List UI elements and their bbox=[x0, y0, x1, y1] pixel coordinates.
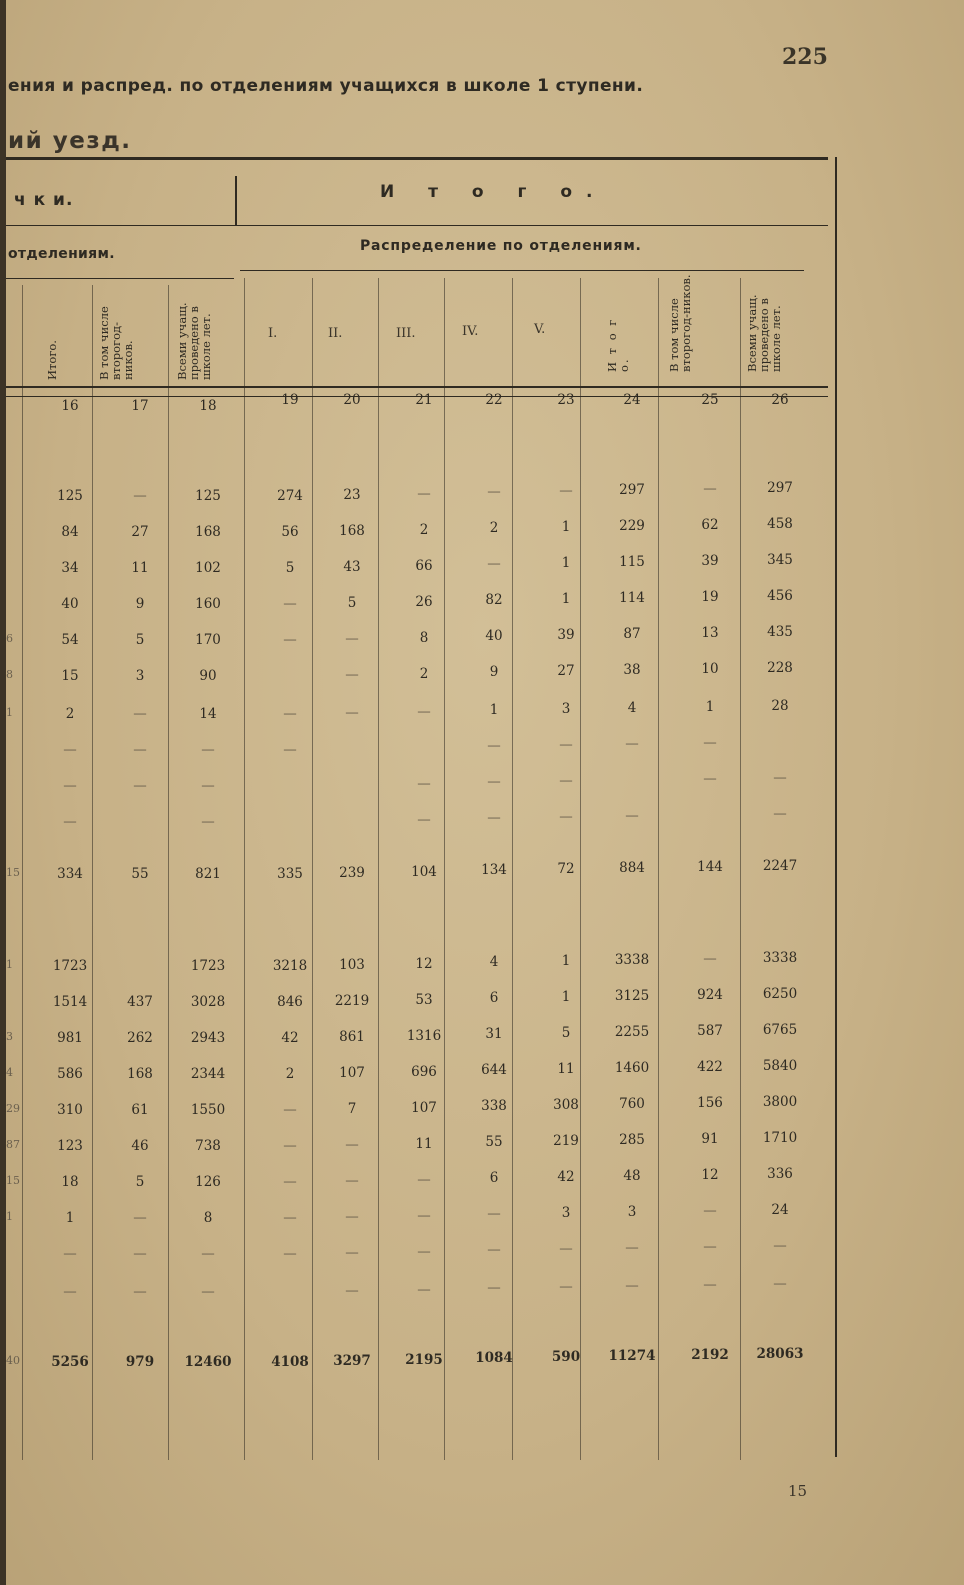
table-cell: 228 bbox=[767, 660, 793, 676]
table-cell: 884 bbox=[619, 860, 645, 876]
table-cell: 10 bbox=[701, 661, 719, 677]
table-cell: 437 bbox=[127, 994, 153, 1010]
table-cell: — bbox=[703, 1239, 717, 1255]
table-cell: — bbox=[133, 1246, 147, 1262]
table-cell: 6 bbox=[489, 990, 499, 1006]
table-cell: 11274 bbox=[608, 1348, 656, 1364]
table-cell: 3338 bbox=[762, 950, 798, 966]
table-cell: 4108 bbox=[271, 1354, 309, 1370]
col-header-grade-4: IV. bbox=[462, 324, 479, 339]
table-cell: 1 bbox=[561, 555, 571, 571]
table-cell: 26 bbox=[415, 594, 433, 610]
table-cell: 46 bbox=[131, 1138, 149, 1154]
table-cell: 458 bbox=[767, 516, 793, 532]
table-cell: 1550 bbox=[190, 1102, 226, 1118]
table-cell: — bbox=[283, 742, 297, 758]
column-number: 26 bbox=[771, 392, 789, 408]
table-cell: 2219 bbox=[334, 993, 370, 1009]
table-cell: 107 bbox=[411, 1100, 437, 1116]
col-header-grade-2: II. bbox=[328, 326, 343, 341]
table-cell: 696 bbox=[411, 1064, 437, 1080]
table-cell: 3218 bbox=[272, 958, 308, 974]
column-number: 17 bbox=[131, 398, 149, 414]
col-header-grade-5: V. bbox=[534, 322, 546, 337]
table-cell: 1 bbox=[561, 519, 571, 535]
edge-value: 1 bbox=[6, 706, 13, 719]
table-cell: — bbox=[559, 1279, 573, 1295]
table-cell: 2192 bbox=[691, 1347, 729, 1363]
table-cell: 262 bbox=[127, 1030, 153, 1046]
table-cell: 8 bbox=[203, 1210, 213, 1226]
table-cell: 1084 bbox=[475, 1350, 513, 1366]
table-cell: 335 bbox=[277, 866, 303, 882]
table-cell: — bbox=[773, 1276, 787, 1292]
col-header-total-right: И т о г о. bbox=[605, 317, 631, 372]
table-cell: — bbox=[283, 1174, 297, 1190]
table-cell: 39 bbox=[557, 627, 575, 643]
table-cell: — bbox=[133, 488, 147, 504]
table-cell: 1 bbox=[561, 989, 571, 1005]
table-cell: 12 bbox=[415, 956, 433, 972]
table-cell: — bbox=[487, 1206, 501, 1222]
table-cell: 55 bbox=[131, 866, 149, 882]
table-cell: — bbox=[283, 632, 297, 648]
group-divider bbox=[235, 176, 237, 226]
table-cell: 91 bbox=[701, 1131, 719, 1147]
table-cell: 123 bbox=[57, 1138, 83, 1154]
table-cell: 13 bbox=[701, 625, 719, 641]
table-cell: 31 bbox=[485, 1026, 503, 1042]
table-cell: — bbox=[133, 1284, 147, 1300]
table-cell: 3 bbox=[561, 701, 571, 717]
table-cell: 103 bbox=[339, 957, 365, 973]
table-cell: 18 bbox=[61, 1174, 79, 1190]
table-cell: 4 bbox=[489, 954, 499, 970]
edge-value: 15 bbox=[6, 866, 20, 879]
table-cell: — bbox=[283, 596, 297, 612]
table-cell: 297 bbox=[619, 482, 645, 498]
table-cell: — bbox=[63, 778, 77, 794]
table-cell: — bbox=[133, 706, 147, 722]
table-cell: — bbox=[559, 483, 573, 499]
table-cell: — bbox=[345, 667, 359, 683]
table-cell: 34 bbox=[61, 560, 79, 576]
table-cell: 43 bbox=[343, 559, 361, 575]
table-cell: 1460 bbox=[614, 1060, 650, 1076]
table-cell: — bbox=[625, 1278, 639, 1294]
table-cell: 979 bbox=[125, 1354, 155, 1370]
table-cell: 456 bbox=[767, 588, 793, 604]
table-cell: 42 bbox=[281, 1030, 299, 1046]
table-cell: 229 bbox=[619, 518, 645, 534]
table-cell: — bbox=[283, 1210, 297, 1226]
table-cell: 3800 bbox=[762, 1094, 798, 1110]
table-cell: 56 bbox=[281, 524, 299, 540]
table-cell: 3028 bbox=[190, 994, 226, 1010]
table-cell: 3297 bbox=[333, 1353, 371, 1369]
table-cell: — bbox=[559, 809, 573, 825]
table-cell: 66 bbox=[415, 558, 433, 574]
table-cell: 2 bbox=[419, 666, 429, 682]
column-number: 19 bbox=[281, 392, 299, 408]
table-cell: 846 bbox=[277, 994, 303, 1010]
table-cell: 6250 bbox=[762, 986, 798, 1002]
table-cell: 6765 bbox=[762, 1022, 798, 1038]
table-cell: 42 bbox=[557, 1169, 575, 1185]
table-cell: 90 bbox=[199, 668, 217, 684]
table-cell: 48 bbox=[623, 1168, 641, 1184]
table-cell: 760 bbox=[619, 1096, 645, 1112]
table-cell: — bbox=[487, 810, 501, 826]
column-rule bbox=[244, 278, 245, 1460]
column-number: 24 bbox=[623, 392, 641, 408]
table-cell: 239 bbox=[339, 865, 365, 881]
table-cell: — bbox=[133, 742, 147, 758]
table-cell: 981 bbox=[57, 1030, 83, 1046]
table-cell: 644 bbox=[481, 1062, 507, 1078]
table-cell: 2255 bbox=[614, 1024, 650, 1040]
table-cell: 54 bbox=[61, 632, 79, 648]
table-cell: 144 bbox=[697, 859, 723, 875]
table-cell: — bbox=[703, 481, 717, 497]
table-cell: — bbox=[133, 778, 147, 794]
table-cell: 6 bbox=[489, 1170, 499, 1186]
table-cell: 168 bbox=[195, 524, 221, 540]
table-cell: 738 bbox=[195, 1138, 221, 1154]
edge-value: 87 bbox=[6, 1138, 20, 1151]
table-cell: 924 bbox=[697, 987, 723, 1003]
table-cell: 2 bbox=[285, 1066, 295, 1082]
table-cell: — bbox=[773, 1238, 787, 1254]
subgroup-underline-right bbox=[240, 270, 804, 271]
table-cell: 3 bbox=[135, 668, 145, 684]
column-number: 20 bbox=[343, 392, 361, 408]
subgroup-header-right: Распределение по отделениям. bbox=[360, 238, 642, 254]
table-cell: — bbox=[703, 771, 717, 787]
col-header-years-right: Всеми учащ. проведено в школе лет. bbox=[745, 294, 783, 372]
table-cell: — bbox=[487, 1242, 501, 1258]
table-cell: 27 bbox=[557, 663, 575, 679]
table-cell: 5 bbox=[285, 560, 295, 576]
page-binding-edge bbox=[0, 0, 6, 1585]
table-cell: 11 bbox=[415, 1136, 433, 1152]
page-number: 225 bbox=[782, 44, 828, 70]
table-cell: 19 bbox=[701, 589, 719, 605]
table-cell: — bbox=[773, 806, 787, 822]
table-cell: 114 bbox=[619, 590, 645, 606]
table-cell: — bbox=[283, 1102, 297, 1118]
table-cell: — bbox=[417, 1244, 431, 1260]
table-cell: 2247 bbox=[762, 858, 798, 874]
table-cell: 586 bbox=[57, 1066, 83, 1082]
table-cell: — bbox=[417, 1172, 431, 1188]
header-bottom-rule bbox=[6, 386, 828, 388]
table-cell: — bbox=[625, 736, 639, 752]
table-cell: 11 bbox=[557, 1061, 575, 1077]
table-cell: 170 bbox=[195, 632, 221, 648]
table-cell: 61 bbox=[131, 1102, 149, 1118]
table-cell: — bbox=[417, 812, 431, 828]
table-cell: — bbox=[63, 814, 77, 830]
column-number: 23 bbox=[557, 392, 575, 408]
table-cell: 102 bbox=[195, 560, 221, 576]
table-cell: — bbox=[133, 1210, 147, 1226]
table-cell: 2 bbox=[65, 706, 75, 722]
table-cell: 1710 bbox=[762, 1130, 798, 1146]
table-cell: — bbox=[559, 737, 573, 753]
table-cell: — bbox=[417, 486, 431, 502]
table-cell: 1 bbox=[65, 1210, 75, 1226]
table-cell: 55 bbox=[485, 1134, 503, 1150]
table-cell: 345 bbox=[767, 552, 793, 568]
table-cell: 12460 bbox=[184, 1354, 232, 1370]
table-cell: — bbox=[703, 735, 717, 751]
table-cell: — bbox=[703, 951, 717, 967]
table-cell: — bbox=[201, 778, 215, 794]
table-cell: — bbox=[625, 1240, 639, 1256]
table-cell: 1514 bbox=[52, 994, 88, 1010]
table-cell: — bbox=[345, 1137, 359, 1153]
table-cell: — bbox=[417, 776, 431, 792]
right-rule bbox=[835, 157, 837, 1457]
edge-value: 1 bbox=[6, 958, 13, 971]
table-cell: 125 bbox=[195, 488, 221, 504]
table-cell: 126 bbox=[195, 1174, 221, 1190]
table-cell: — bbox=[487, 738, 501, 754]
edge-value: 15 bbox=[6, 1174, 20, 1187]
table-cell: 2 bbox=[419, 522, 429, 538]
table-cell: — bbox=[63, 742, 77, 758]
table-cell: 107 bbox=[339, 1065, 365, 1081]
group-underline bbox=[6, 225, 828, 226]
table-cell: 8 bbox=[419, 630, 429, 646]
table-cell: — bbox=[201, 1284, 215, 1300]
table-cell: 2195 bbox=[405, 1352, 443, 1368]
table-cell: 338 bbox=[481, 1098, 507, 1114]
table-cell: 7 bbox=[347, 1101, 357, 1117]
column-number: 21 bbox=[415, 392, 433, 408]
table-cell: 861 bbox=[339, 1029, 365, 1045]
table-cell: 82 bbox=[485, 592, 503, 608]
table-cell: 308 bbox=[553, 1097, 579, 1113]
table-cell: 1 bbox=[561, 591, 571, 607]
table-cell: 168 bbox=[127, 1066, 153, 1082]
table-heading: ения и распред. по отделениям учащихся в школе 1 ступени. bbox=[8, 76, 644, 96]
table-cell: 5 bbox=[561, 1025, 571, 1041]
table-cell: 297 bbox=[767, 480, 793, 496]
table-cell: — bbox=[487, 774, 501, 790]
table-cell: — bbox=[417, 1282, 431, 1298]
table-cell: 2943 bbox=[190, 1030, 226, 1046]
table-cell: 1723 bbox=[190, 958, 226, 974]
table-cell: 5 bbox=[135, 632, 145, 648]
table-cell: 40 bbox=[485, 628, 503, 644]
table-cell: — bbox=[283, 1138, 297, 1154]
col-header-repeaters-left: В том числе второгод-ников. bbox=[97, 306, 135, 380]
table-cell: — bbox=[63, 1284, 77, 1300]
table-cell: 28063 bbox=[756, 1346, 804, 1362]
table-cell: — bbox=[417, 704, 431, 720]
table-cell: 24 bbox=[771, 1202, 789, 1218]
edge-value: 29 bbox=[6, 1102, 20, 1115]
table-cell: 274 bbox=[277, 488, 303, 504]
table-cell: — bbox=[201, 742, 215, 758]
column-number: 16 bbox=[61, 398, 79, 414]
table-cell: — bbox=[283, 1246, 297, 1262]
table-cell: 1 bbox=[489, 702, 499, 718]
table-cell: — bbox=[559, 773, 573, 789]
table-subheading: ий уезд. bbox=[8, 128, 132, 154]
footer-page-number: 15 bbox=[788, 1482, 808, 1500]
table-cell: 15 bbox=[61, 668, 79, 684]
table-cell: — bbox=[345, 1173, 359, 1189]
table-cell: 422 bbox=[697, 1059, 723, 1075]
col-header-grade-3: III. bbox=[396, 326, 416, 341]
table-cell: 53 bbox=[415, 992, 433, 1008]
table-cell: 1 bbox=[561, 953, 571, 969]
table-cell: 39 bbox=[701, 553, 719, 569]
table-cell: — bbox=[625, 808, 639, 824]
table-cell: 5 bbox=[135, 1174, 145, 1190]
table-cell: 310 bbox=[57, 1102, 83, 1118]
table-cell: 9 bbox=[489, 664, 499, 680]
table-cell: — bbox=[703, 1277, 717, 1293]
table-cell: — bbox=[345, 1245, 359, 1261]
table-cell: — bbox=[201, 814, 215, 830]
top-rule bbox=[6, 157, 828, 160]
table-cell: — bbox=[487, 556, 501, 572]
table-cell: 104 bbox=[411, 864, 437, 880]
table-cell: 1723 bbox=[52, 958, 88, 974]
table-cell: 3 bbox=[627, 1204, 637, 1220]
table-cell: 5256 bbox=[51, 1354, 89, 1370]
table-cell: — bbox=[559, 1241, 573, 1257]
edge-value: 8 bbox=[6, 668, 13, 681]
table-cell: — bbox=[345, 1209, 359, 1225]
subgroup-underline-left bbox=[6, 278, 234, 279]
table-cell: — bbox=[487, 1280, 501, 1296]
table-cell: 5 bbox=[347, 595, 357, 611]
table-cell: 3338 bbox=[614, 952, 650, 968]
table-cell: — bbox=[345, 1283, 359, 1299]
col-header-total-left: Итого. bbox=[45, 340, 59, 380]
table-cell: 28 bbox=[771, 698, 789, 714]
table-cell: 115 bbox=[619, 554, 645, 570]
table-cell: — bbox=[773, 770, 787, 786]
column-number: 25 bbox=[701, 392, 719, 408]
table-cell: — bbox=[345, 705, 359, 721]
column-rule bbox=[22, 285, 23, 1460]
table-cell: 11 bbox=[131, 560, 149, 576]
edge-value: 3 bbox=[6, 1030, 13, 1043]
table-cell: 87 bbox=[623, 626, 641, 642]
edge-value: 6 bbox=[6, 632, 13, 645]
table-cell: 587 bbox=[697, 1023, 723, 1039]
table-cell: 3125 bbox=[614, 988, 650, 1004]
table-cell: 285 bbox=[619, 1132, 645, 1148]
subgroup-header-left: отделениям. bbox=[8, 246, 115, 262]
table-cell: 40 bbox=[61, 596, 79, 612]
table-cell: — bbox=[417, 1208, 431, 1224]
table-cell: 125 bbox=[57, 488, 83, 504]
table-cell: 84 bbox=[61, 524, 79, 540]
table-cell: — bbox=[487, 484, 501, 500]
table-cell: 1316 bbox=[406, 1028, 442, 1044]
table-cell: 435 bbox=[767, 624, 793, 640]
table-cell: — bbox=[201, 1246, 215, 1262]
col-header-grade-1: I. bbox=[268, 326, 278, 341]
edge-value: 4 bbox=[6, 1066, 13, 1079]
table-cell: — bbox=[63, 1246, 77, 1262]
table-cell: 1 bbox=[705, 699, 715, 715]
table-cell: 72 bbox=[557, 861, 575, 877]
table-cell: 219 bbox=[553, 1133, 579, 1149]
column-number: 22 bbox=[485, 392, 503, 408]
table-cell: 168 bbox=[339, 523, 365, 539]
table-cell: 156 bbox=[697, 1095, 723, 1111]
edge-value: 1 bbox=[6, 1210, 13, 1223]
table-cell: 5840 bbox=[762, 1058, 798, 1074]
table-cell: 14 bbox=[199, 706, 217, 722]
table-cell: 134 bbox=[481, 862, 507, 878]
table-cell: 821 bbox=[195, 866, 221, 882]
table-cell: 2344 bbox=[190, 1066, 226, 1082]
table-cell: 62 bbox=[701, 517, 719, 533]
table-cell: 4 bbox=[627, 700, 637, 716]
table-cell: 12 bbox=[701, 1167, 719, 1183]
table-cell: 38 bbox=[623, 662, 641, 678]
table-cell: 336 bbox=[767, 1166, 793, 1182]
group-header-left: ч к и. bbox=[14, 190, 74, 210]
table-cell: 334 bbox=[57, 866, 83, 882]
col-header-repeaters-right: В том числе второгод-ников. bbox=[667, 274, 693, 372]
table-cell: 2 bbox=[489, 520, 499, 536]
table-cell: — bbox=[283, 706, 297, 722]
column-number: 18 bbox=[199, 398, 217, 414]
column-rule bbox=[740, 278, 741, 1460]
table-cell: 3 bbox=[561, 1205, 571, 1221]
table-cell: 23 bbox=[343, 487, 361, 503]
table-cell: 27 bbox=[131, 524, 149, 540]
group-header-totals: И т о г о. bbox=[380, 182, 607, 202]
table-cell: — bbox=[703, 1203, 717, 1219]
edge-value: 40 bbox=[6, 1354, 20, 1367]
table-cell: 9 bbox=[135, 596, 145, 612]
table-cell: 590 bbox=[551, 1349, 581, 1365]
table-cell: — bbox=[345, 631, 359, 647]
col-header-years-left: Всеми учащ. проведено в школе лет. bbox=[175, 302, 213, 380]
table-cell: 160 bbox=[195, 596, 221, 612]
